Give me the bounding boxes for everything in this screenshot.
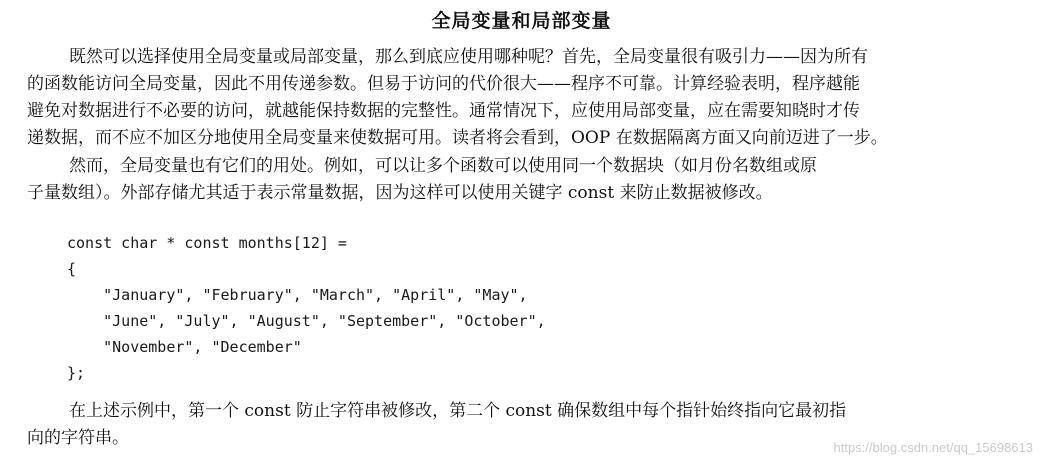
paragraph-3-line-1: 在上述示例中，第一个 const 防止字符串被修改，第二个 const 确保数组中每个指针始终指向它最初指 (69, 401, 847, 421)
code-line-3: "January", "February", "March", "April", "May", (67, 286, 528, 304)
watermark-url: https://blog.csdn.net/qq_15698613 (833, 440, 1033, 455)
paragraph-1-line-2: 的函数能访问全局变量，因此不用传递参数。但易于访问的代价很大——程序不可靠。计算经验表明，程序越能 (27, 74, 860, 94)
paragraph-2-line-2: 子量数组）。外部存储尤其适于表示常量数据，因为这样可以使用关键字 const 来防止数据被修改。 (27, 183, 773, 203)
paragraph-1-line-1: 既然可以选择使用全局变量或局部变量，那么到底应使用哪种呢？首先，全局变量很有吸引力——因为所有 (69, 47, 868, 67)
paragraph-1-line-3: 避免对数据进行不必要的访问，就越能保持数据的完整性。通常情况下，应使用局部变量，应在需要知晓时才传 (27, 101, 860, 121)
code-line-2: { (67, 260, 77, 278)
paragraph-1-line-4: 递数据，而不应不加区分地使用全局变量来使数据可用。读者将会看到，OOP 在数据隔离方面又向前迈进了一步。 (27, 128, 888, 148)
paragraph-2-line-1: 然而，全局变量也有它们的用处。例如，可以让多个函数可以使用同一个数据块（如月份名数组或原 (69, 156, 817, 176)
code-line-5: "November", "December" (67, 338, 302, 356)
code-line-6: }; (67, 364, 86, 382)
code-line-1: const char * const months[12] = (67, 234, 347, 252)
code-line-4: "June", "July", "August", "September", "October", (67, 312, 546, 330)
paragraph-3-line-2: 向的字符串。 (27, 428, 129, 448)
section-title: 全局变量和局部变量 (431, 10, 612, 32)
